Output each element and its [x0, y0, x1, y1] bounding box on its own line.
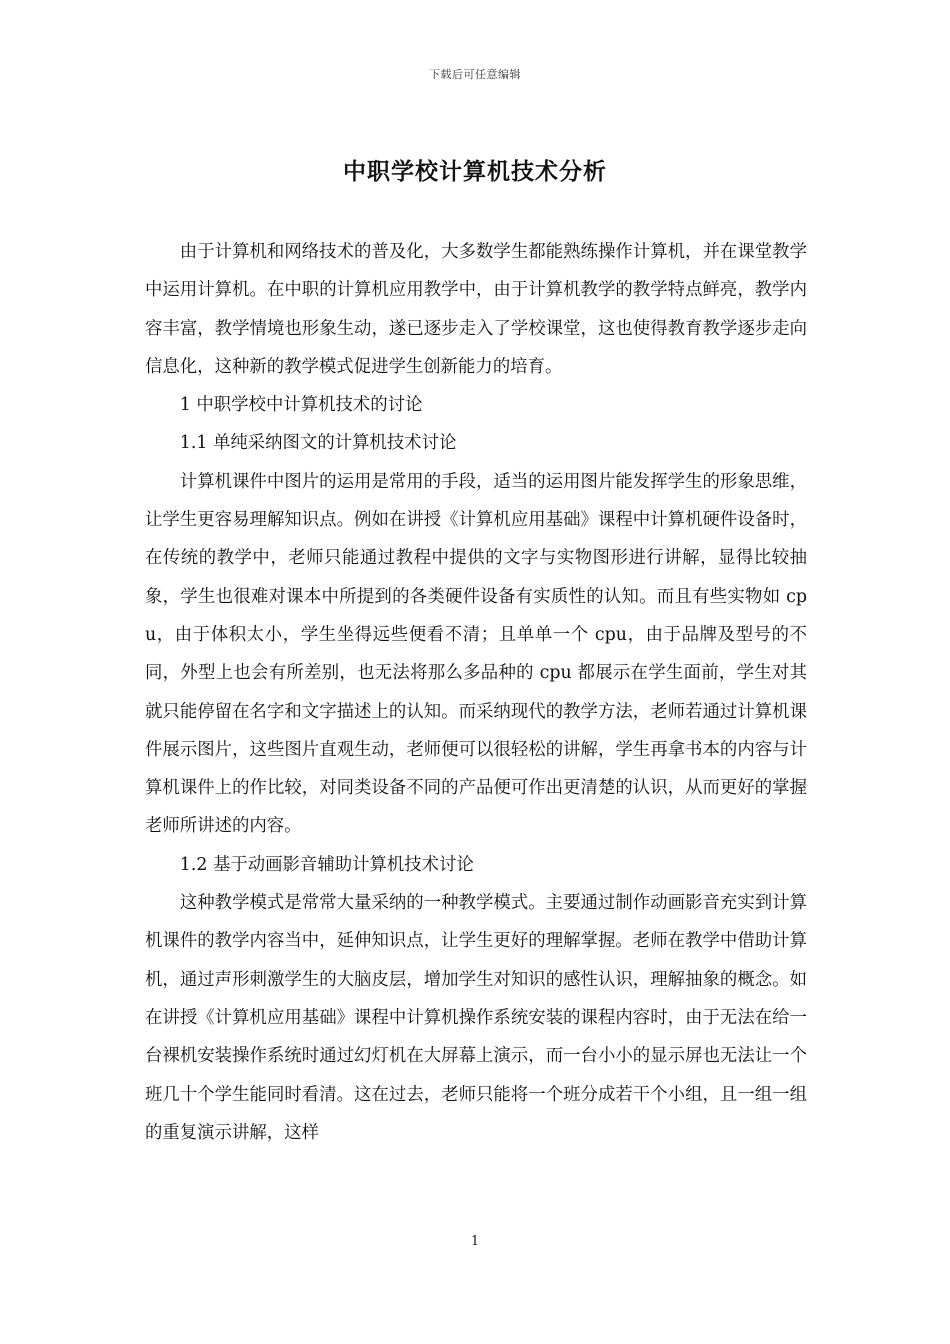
section-1-heading: 1 中职学校中计算机技术的讨论: [179, 395, 423, 416]
section-1-2-paragraph: 这种教学模式是常常大量采纳的一种教学模式。主要通过制作动画影音充实到计算机课件的教学内容当中，延伸知识点，让学生更好的理解掌握。老师在教学中借助计算机，通过声形刺激学生的大脑皮层，增加学生对知识的感性认识，理解抽象的概念。如在讲授《计算机应用基础》课程中计算机操作系统安装的课程内容时，由于无法在给一台裸机安装操作系统时通过幻灯机在大屏幕上演示，而一台小小的显示屏也无法让一个班几十个学生能同时看清。这在过去，老师只能将一个班分成若干个小组，且一组一组的重复演示讲解，这样: [145, 893, 807, 1143]
document-title: 中职学校计算机技术分析: [343, 158, 607, 185]
document-body: [145, 233, 807, 1152]
section-1-2-heading: 1.2 基于动画影音辅助计算机技术讨论: [179, 854, 474, 875]
page-header: 下载后可任意编辑: [429, 68, 521, 81]
intro-paragraph: 由于计算机和网络技术的普及化，大多数学生都能熟练操作计算机，并在课堂教学中运用计算机。在中职的计算机应用教学中，由于计算机教学的教学特点鲜亮，教学内容丰富，教学情境也形象生动，遂已逐步走入了学校课堂，这也使得教育教学逐步走向信息化，这种新的教学模式促进学生创新能力的培育。: [145, 242, 807, 377]
section-1-1-paragraph: 计算机课件中图片的运用是常用的手段，适当的运用图片能发挥学生的形象思维，让学生更容易理解知识点。例如在讲授《计算机应用基础》课程中计算机硬件设备时，在传统的教学中，老师只能通过教程中提供的文字与实物图形进行讲解，显得比较抽象，学生也很难对课本中所提到的各类硬件设备有实质性的认知。而且有些实物如 cpu，由于体积太小，学生坐得远些便看不清；且单单一个 cpu，由于品牌及型号的不同，外型上也会有所差别，也无法将那么多品种的 cpu 都展示在学生面前，学生对其就只能停留在名字和文字描述上的认知。而采纳现代的教学方法，老师若通过计算机课件展示图片，这些图片直观生动，老师便可以很轻松的讲解，学生再拿书本的内容与计算机课件上的作比较，对同类设备不同的产品便可作出更清楚的认识，从而更好的掌握老师所讲述的内容。: [145, 471, 807, 837]
section-1-1-heading: 1.1 单纯采纳图文的计算机技术讨论: [179, 433, 457, 454]
page-number: 1: [470, 1234, 480, 1249]
